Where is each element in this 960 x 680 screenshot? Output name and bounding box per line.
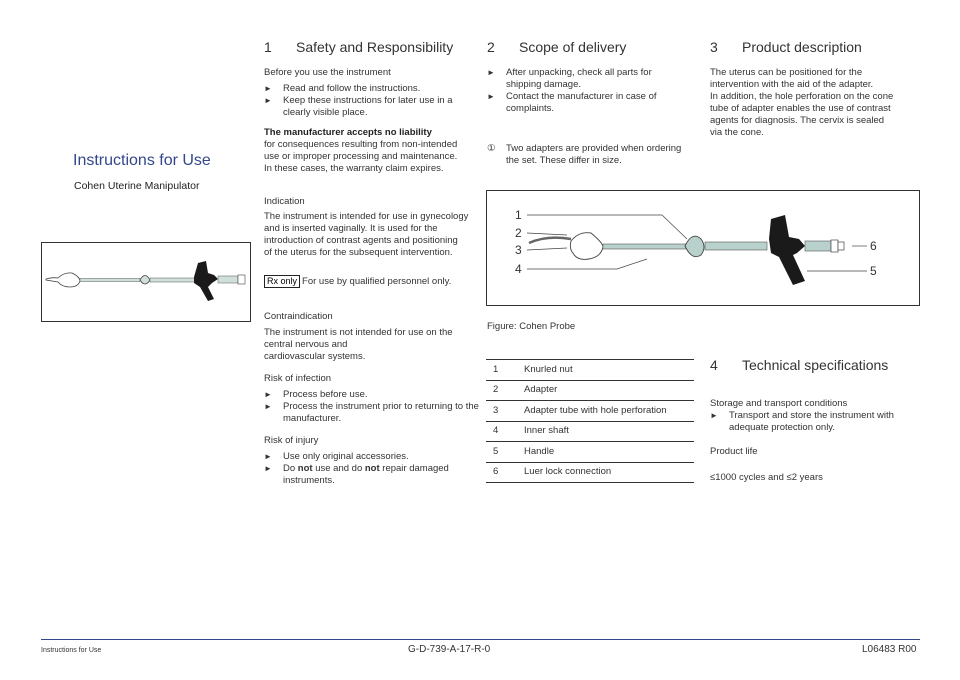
product-life-value: ≤1000 cycles and ≤2 years — [710, 472, 823, 483]
cover-subtitle: Cohen Uterine Manipulator — [74, 180, 200, 192]
section-4-body — [710, 398, 920, 484]
cohen-probe-illustration — [487, 191, 919, 305]
liability-line: for consequences resulting from non-intended — [264, 139, 458, 150]
description-line: via the cone. — [710, 127, 764, 138]
indication-line: The instrument is intended for use in gynecology — [264, 211, 469, 222]
bullet-item: ► Process the instrument prior to returning to the manufacturer. — [264, 401, 479, 425]
description-line: intervention with the aid of the adapter. — [710, 79, 874, 90]
infection-heading: Risk of infection — [264, 373, 332, 384]
table-row: 6 Luer lock connection — [486, 462, 694, 483]
bullet-item: ► Transport and store the instrument with adequate protection only. — [710, 410, 895, 434]
table-row: 2 Adapter — [486, 380, 694, 401]
cohen-probe-thumbnail-illustration — [42, 243, 250, 321]
section-4-heading: 4 Technical specifications — [710, 357, 889, 373]
indication-line: of the uterus for the subsequent intervention. — [264, 247, 453, 258]
bullet-item: ► Process before use. — [264, 389, 479, 401]
figure-label: 4 — [515, 262, 522, 276]
storage-heading: Storage and transport conditions — [710, 398, 848, 409]
description-line: tube of adapter enables the use of contrast — [710, 103, 891, 114]
bullet-item: ► After unpacking, check all parts for shipping damage. — [487, 67, 662, 91]
indication-line: introduction of contrast agents and positioning — [264, 235, 458, 246]
product-life-heading: Product life — [710, 446, 758, 457]
footer-revision: L06483 R00 — [862, 644, 917, 655]
liability-line: In these cases, the warranty claim expires. — [264, 163, 444, 174]
rx-notice — [264, 275, 479, 288]
table-row: 1 Knurled nut — [486, 360, 694, 381]
instrument-thumbnail — [41, 242, 251, 322]
liability-heading: The manufacturer accepts no liability — [264, 127, 432, 138]
bullet-item: ► Contact the manufacturer in case of complaints. — [487, 91, 662, 115]
section-3-body — [710, 67, 920, 139]
section-3-heading: 3 Product description — [710, 39, 862, 55]
cohen-probe-figure — [486, 190, 920, 306]
indication-line: and is inserted vaginally. It is used for the — [264, 223, 438, 234]
contraindication-line: cardiovascular systems. — [264, 351, 366, 362]
parts-legend-table — [486, 359, 694, 483]
figure-label: 1 — [515, 208, 522, 222]
figure-label: 3 — [515, 243, 522, 257]
rx-notice-text: For use by qualified personnel only. — [302, 276, 452, 287]
description-line: In addition, the hole perforation on the cone — [710, 91, 894, 102]
figure-caption: Figure: Cohen Probe — [487, 321, 576, 332]
footer-left: Instructions for Use — [41, 647, 102, 654]
bullet-item: ► Keep these instructions for later use in a clearly visible place. — [264, 95, 464, 119]
section-1-heading: 1 Safety and Responsibility — [264, 39, 454, 55]
footer-divider — [41, 639, 920, 640]
description-line: The uterus can be positioned for the — [710, 67, 863, 78]
table-row: 4 Inner shaft — [486, 421, 694, 442]
indication-heading: Indication — [264, 196, 305, 207]
figure-label: 6 — [870, 239, 877, 253]
bullet-item: ► Use only original accessories. — [264, 451, 479, 463]
section-2-body — [487, 67, 695, 167]
rx-only-badge: Rx only — [264, 275, 300, 288]
contraindication-line: central nervous and — [264, 339, 348, 350]
info-circle-icon: ① — [487, 143, 496, 154]
figure-label: 2 — [515, 226, 522, 240]
bullet-item: ► Do not use and do not repair damaged instruments. — [264, 463, 474, 487]
figure-label: 5 — [870, 264, 877, 278]
section-2-heading: 2 Scope of delivery — [487, 39, 627, 55]
contraindication-heading: Contraindication — [264, 311, 333, 322]
footer-document-code: G-D-739-A-17-R-0 — [408, 644, 491, 655]
scope-info-note: ① Two adapters are provided when ordering the set. These differ in size. — [487, 143, 682, 166]
table-row: 5 Handle — [486, 442, 694, 463]
injury-heading: Risk of injury — [264, 435, 319, 446]
contraindication-line: The instrument is not intended for use on the — [264, 327, 453, 338]
bullet-item: ► Read and follow the instructions. — [264, 83, 464, 95]
liability-line: use or improper processing and maintenance. — [264, 151, 458, 162]
description-line: agents for diagnosis. The cervix is sealed — [710, 115, 885, 126]
table-row: 3 Adapter tube with hole perforation — [486, 401, 694, 422]
section-1-intro: Before you use the instrument — [264, 67, 391, 78]
section-1-body — [264, 67, 479, 487]
cover-title: Instructions for Use — [73, 152, 211, 169]
